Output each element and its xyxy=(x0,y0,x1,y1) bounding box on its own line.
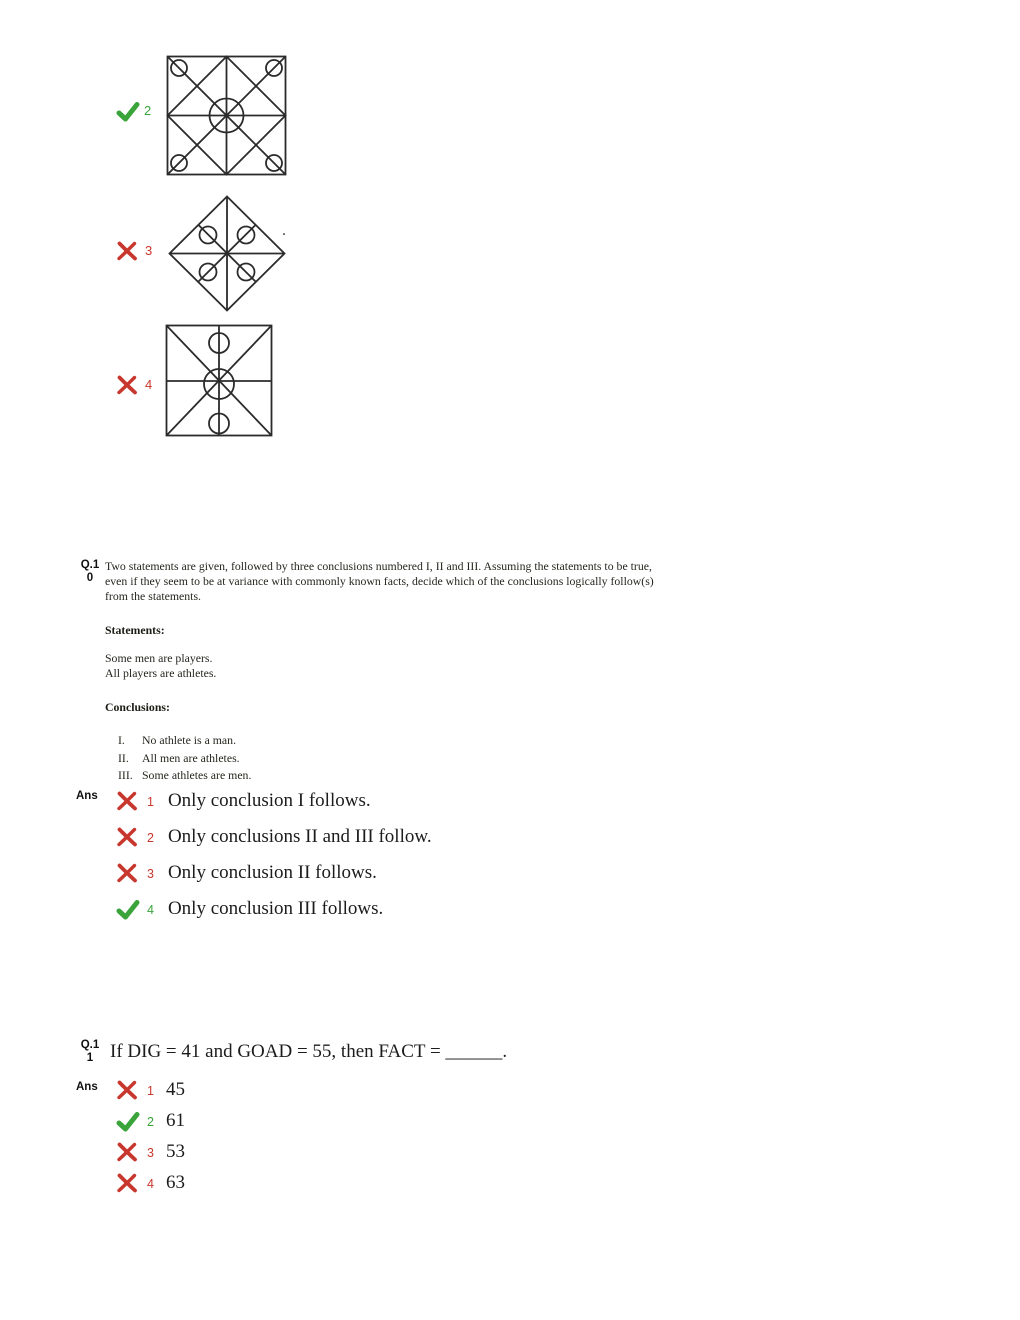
ans-label: Ans xyxy=(76,1081,98,1093)
option-text: Only conclusion I follows. xyxy=(167,790,371,811)
option-text: 45 xyxy=(165,1079,185,1100)
question-text: Two statements are given, followed by three conclusions numbered I, II and III. Assuming the statements to be true, even if they seem to be at variance with commonly known facts, decide which of the conclusions logically follow(s) from the statements. xyxy=(105,559,654,603)
option-number: 4 xyxy=(147,1176,154,1191)
answer-option xyxy=(116,1171,185,1195)
green-check-icon xyxy=(116,1111,140,1132)
conclusions-list xyxy=(118,733,251,786)
question-number-label: Q.1 1 xyxy=(80,1039,100,1064)
ans-label: Ans xyxy=(76,790,98,802)
answer-option xyxy=(116,789,371,813)
conclusion-item: II. All men are athletes. xyxy=(118,750,240,765)
answer-option xyxy=(116,1109,185,1133)
red-x-icon xyxy=(116,1142,140,1163)
figure-option-3-image xyxy=(168,195,286,312)
option-text: 53 xyxy=(165,1141,185,1162)
figure-option-number: 2 xyxy=(144,103,152,118)
statement-item: All players are athletes. xyxy=(105,666,217,680)
figure-option-4-image xyxy=(165,324,273,437)
option-text: Only conclusion II follows. xyxy=(167,862,377,883)
green-check-icon xyxy=(116,899,140,920)
option-text: 61 xyxy=(165,1110,185,1131)
red-x-icon xyxy=(116,1173,140,1194)
conclusion-item: III. Some athletes are men. xyxy=(118,768,252,782)
option-number: 1 xyxy=(147,1083,154,1098)
conclusions-heading: Conclusions: xyxy=(105,700,170,714)
red-x-icon xyxy=(116,241,140,262)
figure-option-number: 3 xyxy=(145,243,153,258)
statement-item: Some men are players. xyxy=(105,651,213,665)
conclusion-item: I. No athlete is a man. xyxy=(118,733,237,747)
red-x-icon xyxy=(116,1080,140,1101)
option-number: 3 xyxy=(147,866,154,881)
stray-dot: . xyxy=(282,222,286,239)
statements-list xyxy=(105,651,216,681)
option-text: 63 xyxy=(165,1172,185,1193)
figure-option-2-image xyxy=(166,55,287,176)
answer-option xyxy=(116,1078,185,1102)
answer-option xyxy=(116,897,383,921)
option-number: 3 xyxy=(147,1145,154,1160)
option-text: Only conclusions II and III follow. xyxy=(167,826,432,847)
option-number: 2 xyxy=(147,1114,154,1129)
option-number: 2 xyxy=(147,830,154,845)
red-x-icon xyxy=(116,375,140,396)
figure-option-number: 4 xyxy=(145,377,153,392)
red-x-icon xyxy=(116,827,140,848)
option-number: 4 xyxy=(147,902,154,917)
answer-option xyxy=(116,1140,185,1164)
question-number-label: Q.1 0 xyxy=(80,559,100,584)
red-x-icon xyxy=(116,863,140,884)
green-check-icon xyxy=(116,101,140,122)
question-text: If DIG = 41 and GOAD = 55, then FACT = ______. xyxy=(110,1041,508,1062)
option-number: 1 xyxy=(147,794,154,809)
statements-heading: Statements: xyxy=(105,623,165,637)
red-x-icon xyxy=(116,791,140,812)
answer-option xyxy=(116,825,432,849)
answer-option xyxy=(116,861,377,885)
option-text: Only conclusion III follows. xyxy=(167,898,384,919)
